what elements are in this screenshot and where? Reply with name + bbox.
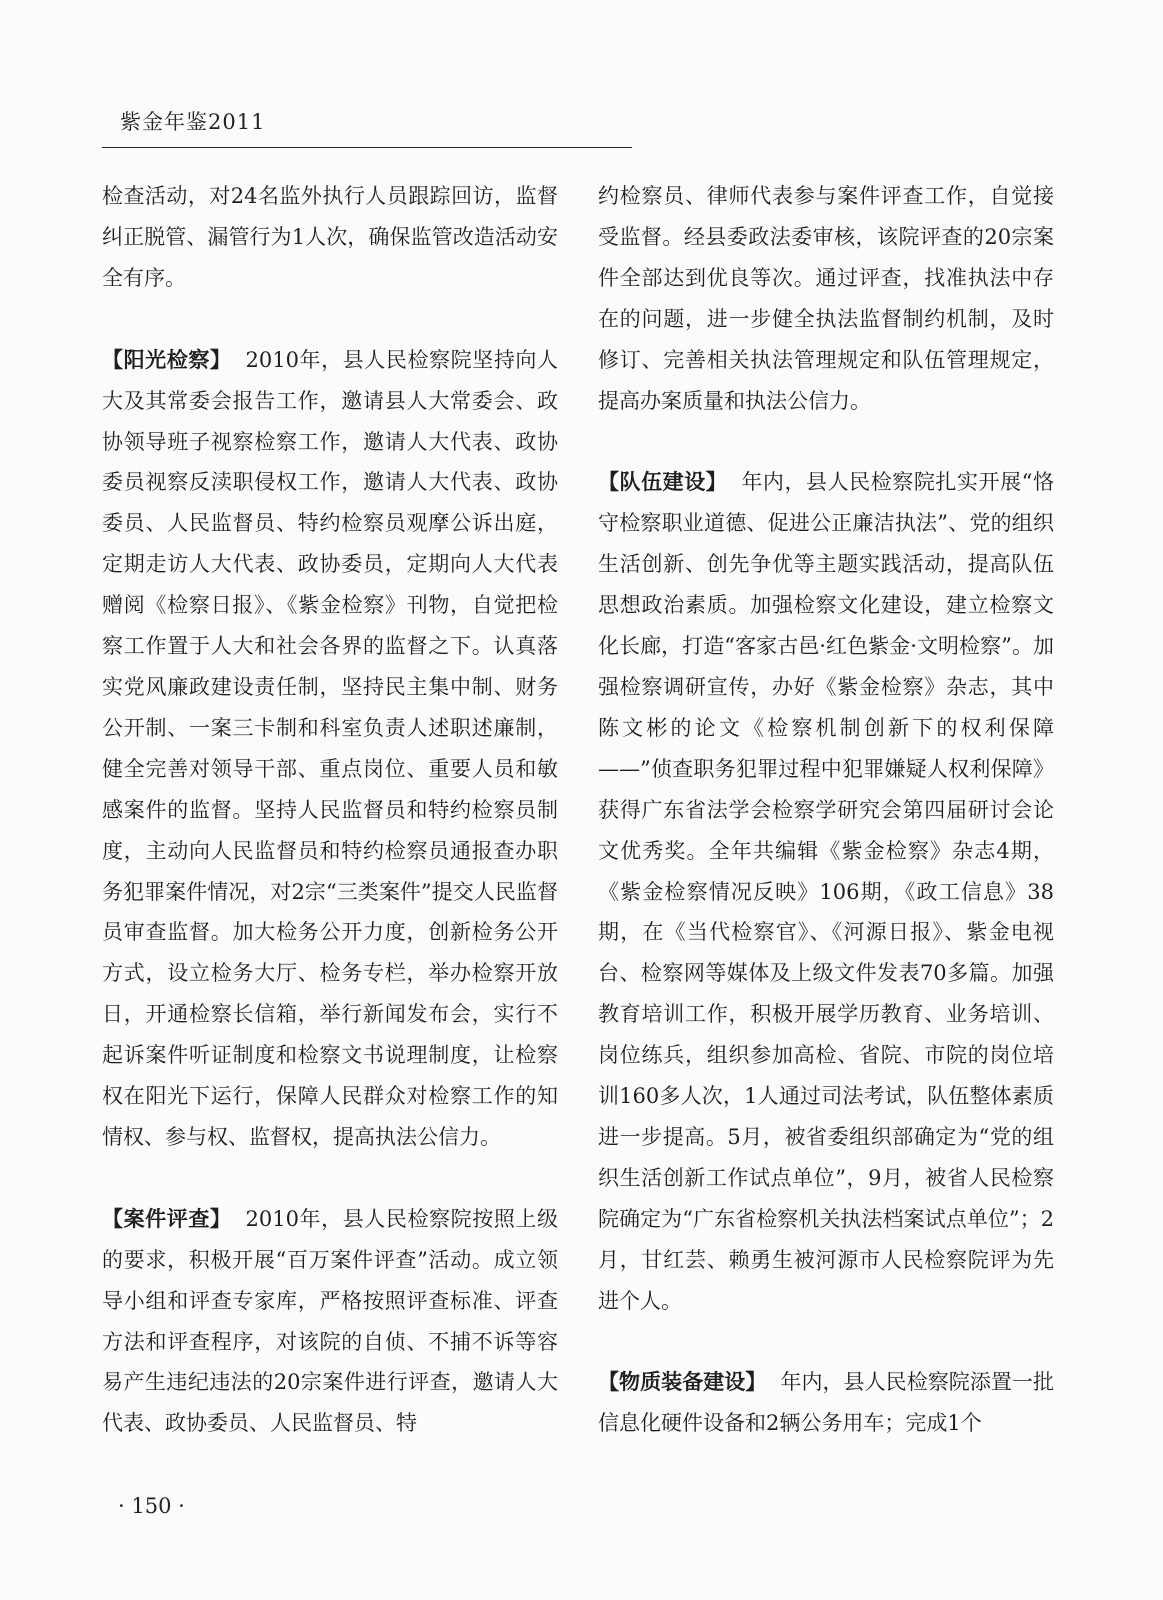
paragraph-equipment-building (598, 1362, 1054, 1444)
section-body-sunshine: 2010年，县人民检察院坚持向人大及其常委会报告工作，邀请县人大常委会、政协领导班子视察检察工作，邀请人大代表、政协委员视察反渎职侵权工作，邀请人大代表、政协委员、人民监督员、特约检察员观摩公诉出庭，定期走访人大代表、政协委员，定期向人大代表赠阅《检察日报》、《紫金检察》刊物，自觉把检察工作置于人大和社会各界的监督之下。认真落实党风廉政建设责任制，坚持民主集中制、财务公开制、一案三卡制和科室负责人述职述廉制，健全完善对领导干部、重点岗位、重要人员和敏感案件的监督。坚持人民监督员和特约检察员制度，主动向人民监督员和特约检察员通报查办职务犯罪案件情况，对2宗“三类案件”提交人民监督员审查监督。加大检务公开力度，创新检务公开方式，设立检务大厅、检务专栏，举办检察开放日，开通检察长信箱，举行新闻发布会，实行不起诉案件听证制度和检察文书说理制度，让检察权在阳光下运行，保障人民群众对检察工作的知情权、参与权、监督权，提高执法公信力。 (102, 347, 558, 1149)
section-body-case-review: 2010年，县人民检察院按照上级的要求，积极开展“百万案件评查”活动。成立领导小组和评查专家库，严格按照评查标准、评查方法和评查程序，对该院的自侦、不捕不诉等容易产生违纪违法的20宗案件进行评查，邀请人大代表、政协委员、人民监督员、特 (102, 1206, 558, 1436)
paragraph-supervision-end: 检查活动，对24名监外执行人员跟踪回访，监督纠正脱管、漏管行为1人次，确保监管改造活动安全有序。 (102, 184, 558, 290)
section-heading-equipment: 【物质装备建设】 (598, 1369, 767, 1395)
paragraph-sunshine-procuratorate (102, 340, 558, 1158)
section-heading-sunshine: 【阳光检察】 (102, 346, 232, 372)
paragraph-case-review (102, 1199, 558, 1444)
header-rule (102, 147, 632, 148)
running-header-title: 紫金年鉴2011 (120, 110, 266, 134)
paragraph-team-building (598, 462, 1054, 1321)
section-heading-team-building: 【队伍建设】 (598, 469, 728, 495)
right-column (598, 176, 1054, 1444)
paragraph-case-review-continued: 约检察员、律师代表参与案件评查工作，自觉接受监督。经县委政法委审核，该院评查的20宗案件全部达到优良等次。通过评查，找准执法中存在的问题，进一步健全执法监督制约机制，及时修订、完善相关执法管理规定和队伍管理规定，提高办案质量和执法公信力。 (598, 184, 1054, 413)
page-number: · 150 · (118, 1494, 185, 1518)
section-heading-case-review: 【案件评查】 (102, 1205, 232, 1231)
section-body-team-building: 年内，县人民检察院扎实开展“恪守检察职业道德、促进公正廉洁执法”、党的组织生活创新、创先争优等主题实践活动，提高队伍思想政治素质。加强检察文化建设，建立检察文化长廊，打造“客家古邑·红色紫金·文明检察”。加强检察调研宣传，办好《紫金检察》杂志，其中陈文彬的论文《检察机制创新下的权利保障——”侦查职务犯罪过程中犯罪嫌疑人权利保障》获得广东省法学会检察学研究会第四届研讨会论文优秀奖。全年共编辑《紫金检察》杂志4期，《紫金检察情况反映》106期，《政工信息》38期，在《当代检察官》、《河源日报》、紫金电视台、检察网等媒体及上级文件发表70多篇。加强教育培训工作，积极开展学历教育、业务培训、岗位练兵，组织参加高检、省院、市院的岗位培训160多人次，1人通过司法考试，队伍整体素质进一步提高。5月，被省委组织部确定为“党的组织生活创新工作试点单位”，9月，被省人民检察院确定为“广东省检察机关执法档案试点单位”；2月，甘红芸、赖勇生被河源市人民检察院评为先进个人。 (598, 470, 1054, 1313)
section-body-equipment: 年内，县人民检察院添置一批信息化硬件设备和2辆公务用车；完成1个 (598, 1370, 1055, 1436)
left-column (102, 176, 558, 1444)
